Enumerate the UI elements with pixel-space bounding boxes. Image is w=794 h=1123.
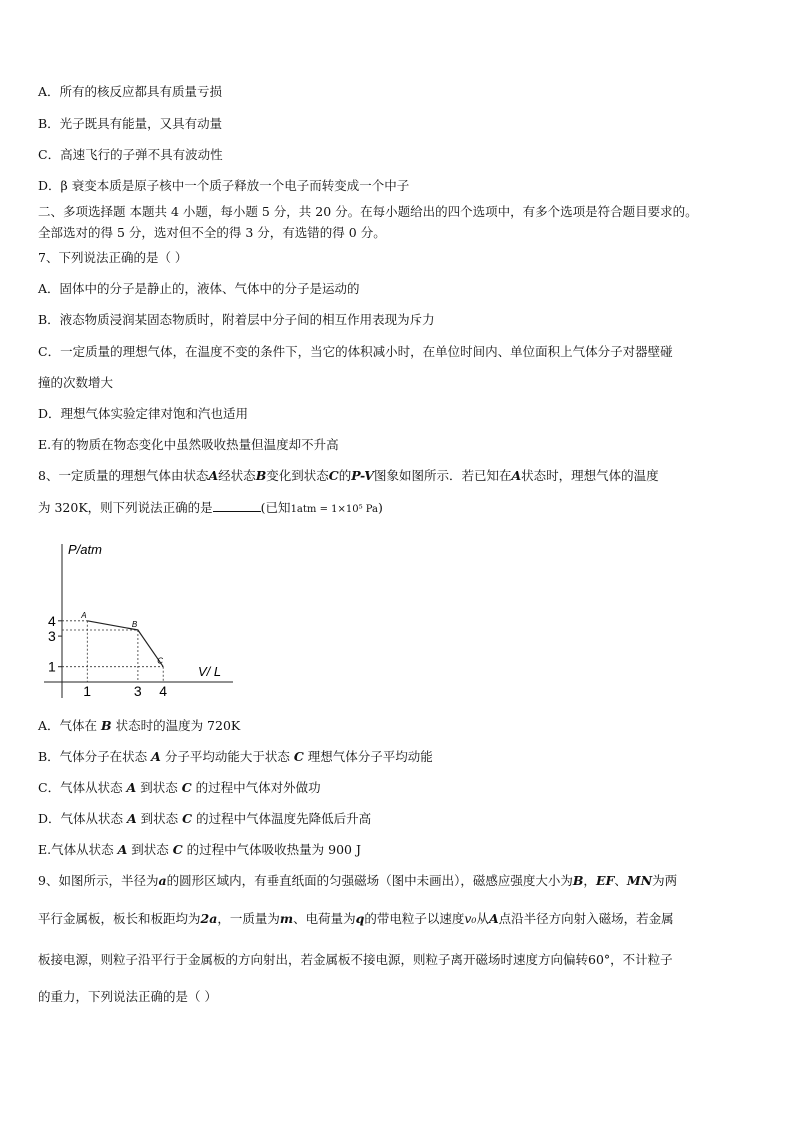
q9-line4: 的重力，下列说法正确的是（ ） [38, 989, 217, 1004]
y-tick-label: 1 [48, 658, 56, 675]
q7-stem: 7、下列说法正确的是（ ） [38, 250, 188, 265]
q8-stem-line1: 8、一定质量的理想气体由状态A经状态B变化到状态C的P-V图象如图所示．若已知在A状态时，理想气体的温度 [38, 468, 659, 483]
y-tick-label: 4 [48, 612, 56, 629]
q9-line1: 9、如图所示，半径为a的圆形区域内，有垂直纸面的匀强磁场（图中未画出），磁感应强度大小为B，EF、MN为两 [38, 873, 678, 888]
q6-option-a: A．所有的核反应都具有质量亏损 [38, 84, 223, 99]
q7-option-d: D．理想气体实验定律对饱和汽也适用 [38, 406, 249, 421]
given-unit: 1atm = 1×10⁵ Pa [290, 504, 379, 515]
q7-option-c-line2: 撞的次数增大 [38, 375, 114, 390]
var-a: A [208, 468, 219, 483]
q6-option-c: C．高速飞行的子弹不具有波动性 [38, 147, 223, 162]
var-b: B [255, 468, 267, 483]
answer-blank [213, 499, 261, 512]
q8-option-d: D．气体从状态 A 到状态 C 的过程中气体温度先降低后升高 [38, 811, 372, 826]
q9-line2: 平行金属板，板长和板距均为2a，一质量为m、电荷量为q的带电粒子以速度v₀从A点沿半径方向射入磁场，若金属 [38, 911, 674, 926]
y-axis-label: P/atm [68, 542, 102, 557]
x-tick-label: 4 [159, 683, 167, 699]
x-tick-label: 1 [83, 683, 92, 699]
var-c: C [328, 468, 339, 483]
q8-option-b: B．气体分子在状态 A 分子平均动能大于状态 C 理想气体分子平均动能 [38, 749, 433, 764]
point-label-b: B [131, 619, 138, 629]
q7-option-b: B．液态物质浸润某固态物质时，附着层中分子间的相互作用表现为斥力 [38, 312, 435, 327]
q8-stem-line2: 为 320K，则下列说法正确的是 (已知1atm = 1×10⁵ Pa) [38, 500, 383, 515]
var-pv: P-V [351, 468, 374, 483]
q8-option-e: E.气体从状态 A 到状态 C 的过程中气体吸收热量为 900 J [38, 842, 361, 857]
q7-option-e: E.有的物质在物态变化中虽然吸收热量但温度却不升高 [38, 437, 339, 452]
section2-line1: 二、多项选择题 本题共 4 小题，每小题 5 分，共 20 分。在每小题给出的四个选项中，有多个选项是符合题目要求的。 [38, 204, 698, 219]
state-path [87, 621, 163, 667]
x-tick-label: 3 [133, 683, 142, 699]
q8-option-a: A．气体在 B 状态时的温度为 720K [38, 718, 241, 733]
q9-line3: 板接电源，则粒子沿平行于金属板的方向射出，若金属板不接电源，则粒子离开磁场时速度方向偏转60°，不计粒子 [38, 952, 673, 967]
pv-diagram [38, 536, 238, 702]
point-label-c: C [157, 656, 163, 666]
q8-option-c: C．气体从状态 A 到状态 C 的过程中气体对外做功 [38, 780, 321, 795]
q7-option-a: A．固体中的分子是静止的，液体、气体中的分子是运动的 [38, 281, 360, 296]
q6-option-b: B．光子既具有能量，又具有动量 [38, 116, 223, 131]
q7-option-c-line1: C．一定质量的理想气体，在温度不变的条件下，当它的体积减小时，在单位时间内、单位面积上气体分子对器壁碰 [38, 344, 673, 359]
y-tick-label: 3 [48, 628, 56, 645]
x-axis-label: V/ L [198, 664, 222, 679]
section2-line2: 全部选对的得 5 分，选对但不全的得 3 分，有选错的得 0 分。 [38, 225, 386, 240]
point-label-a: A [81, 610, 87, 620]
q6-option-d: D．β 衰变本质是原子核中一个质子释放一个电子而转变成一个中子 [38, 178, 410, 193]
